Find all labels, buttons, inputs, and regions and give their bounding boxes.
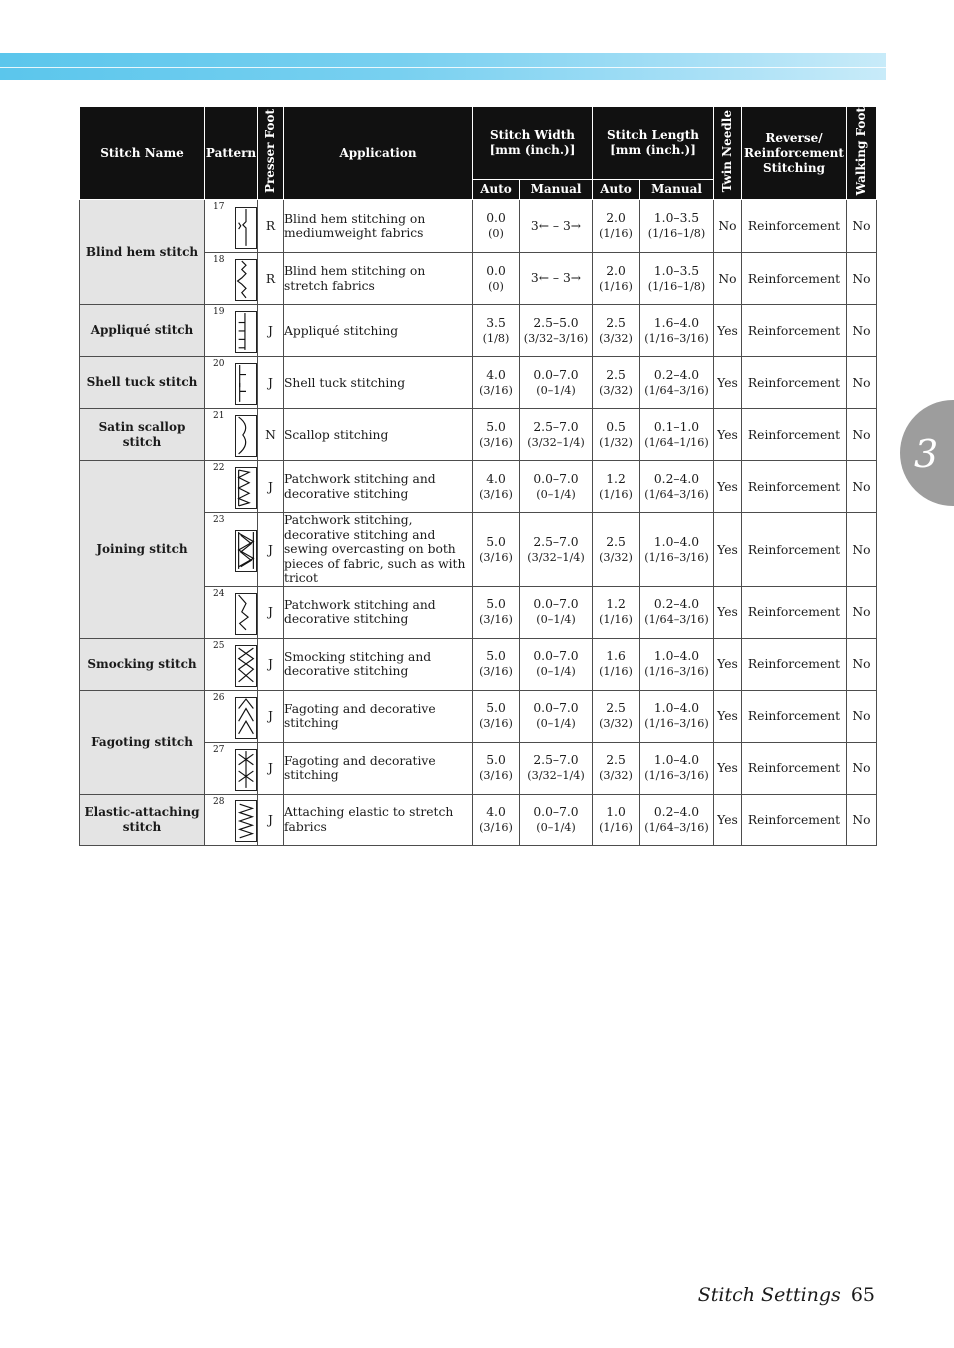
twin-needle: Yes [714, 409, 742, 461]
width-auto: 5.0 (3/16) [473, 690, 520, 742]
presser-foot: J [258, 305, 284, 357]
table-row [80, 638, 877, 690]
length-manual: 0.2–4.0 (1/64–3/16) [640, 461, 714, 513]
width-auto: 5.0 (3/16) [473, 586, 520, 638]
length-auto: 2.5 (3/32) [593, 513, 640, 587]
application: Appliqué stitching [284, 305, 473, 357]
stitch-name: Appliqué stitch [80, 305, 205, 357]
pattern-cell[interactable] [205, 638, 258, 690]
fagoting-stitch-icon [235, 697, 257, 739]
length-auto: 2.0 (1/16) [593, 200, 640, 253]
header-stitch-length: Stitch Length [mm (inch.)] [593, 107, 714, 180]
application: Fagoting and decorative stitching [284, 742, 473, 794]
header-stitch-name: Stitch Name [80, 107, 205, 200]
application: Patchwork stitching and decorative stitching [284, 586, 473, 638]
application: Blind hem stitching on stretch fabrics [284, 253, 473, 305]
walking-foot: No [847, 200, 877, 253]
width-manual: 3← – 3→ [520, 253, 593, 305]
twin-needle: No [714, 253, 742, 305]
presser-foot: R [258, 200, 284, 253]
length-manual: 0.2–4.0 (1/64–3/16) [640, 794, 714, 845]
width-manual: 0.0–7.0 (0–1/4) [520, 638, 593, 690]
footer-title: Stitch Settings [697, 1284, 841, 1306]
stitch-name: Satin scallop stitch [80, 409, 205, 461]
joining-overcast-stitch-icon [235, 530, 257, 572]
presser-foot: J [258, 794, 284, 845]
joining-stitch-icon [235, 467, 257, 509]
width-auto: 5.0 (3/16) [473, 638, 520, 690]
walking-foot: No [847, 638, 877, 690]
length-manual: 1.0–3.5 (1/16–1/8) [640, 253, 714, 305]
width-manual: 0.0–7.0 (0–1/4) [520, 586, 593, 638]
table-row [80, 200, 877, 253]
pattern-number: 26 [213, 692, 225, 703]
length-auto: 2.5 (3/32) [593, 305, 640, 357]
header-width-manual: Manual [520, 179, 593, 200]
reverse-reinforcement: Reinforcement [742, 586, 847, 638]
length-auto: 0.5 (1/32) [593, 409, 640, 461]
header-width-auto: Auto [473, 179, 520, 200]
header-reverse-reinforcement: Reverse/ Reinforcement Stitching [742, 107, 847, 200]
stitch-settings-table [79, 106, 877, 846]
presser-foot: J [258, 513, 284, 587]
reverse-reinforcement: Reinforcement [742, 638, 847, 690]
pattern-cell[interactable] [205, 513, 258, 587]
pattern-cell[interactable] [205, 742, 258, 794]
presser-foot: R [258, 253, 284, 305]
application: Blind hem stitching on mediumweight fabrics [284, 200, 473, 253]
width-auto: 0.0 (0) [473, 253, 520, 305]
reverse-reinforcement: Reinforcement [742, 513, 847, 587]
pattern-cell[interactable] [205, 461, 258, 513]
twin-needle: Yes [714, 638, 742, 690]
table-row [80, 357, 877, 409]
pattern-number: 17 [213, 202, 225, 213]
width-manual: 2.5–5.0 (3/32–3/16) [520, 305, 593, 357]
reverse-reinforcement: Reinforcement [742, 461, 847, 513]
header-twin-needle: Twin Needle [714, 107, 742, 200]
stitch-name: Blind hem stitch [80, 200, 205, 305]
page-footer [698, 1281, 875, 1309]
width-manual: 2.5–7.0 (3/32–1/4) [520, 742, 593, 794]
walking-foot: No [847, 409, 877, 461]
pattern-cell[interactable] [205, 200, 258, 253]
application: Attaching elastic to stretch fabrics [284, 794, 473, 845]
reverse-reinforcement: Reinforcement [742, 409, 847, 461]
reverse-reinforcement: Reinforcement [742, 253, 847, 305]
elastic-attaching-stitch-icon [235, 800, 257, 842]
top-color-bar [0, 53, 886, 80]
reverse-reinforcement: Reinforcement [742, 200, 847, 253]
header-stitch-width: Stitch Width [mm (inch.)] [473, 107, 593, 180]
reverse-reinforcement: Reinforcement [742, 305, 847, 357]
table-row [80, 409, 877, 461]
application: Patchwork stitching, decorative stitching and sewing overcasting on both pieces of fabric, such as with tricot [284, 513, 473, 587]
twin-needle: Yes [714, 513, 742, 587]
length-auto: 2.0 (1/16) [593, 253, 640, 305]
width-auto: 5.0 (3/16) [473, 742, 520, 794]
pattern-number: 24 [213, 588, 225, 599]
length-auto: 2.5 (3/32) [593, 742, 640, 794]
width-auto: 3.5 (1/8) [473, 305, 520, 357]
presser-foot: J [258, 586, 284, 638]
stitch-name: Elastic-attaching stitch [80, 794, 205, 845]
length-manual: 0.2–4.0 (1/64–3/16) [640, 357, 714, 409]
walking-foot: No [847, 794, 877, 845]
stitch-name: Joining stitch [80, 461, 205, 639]
length-manual: 0.2–4.0 (1/64–3/16) [640, 586, 714, 638]
header-pattern: Pattern [205, 107, 258, 200]
applique-stitch-icon [235, 311, 257, 353]
twin-needle: Yes [714, 357, 742, 409]
presser-foot: J [258, 461, 284, 513]
twin-needle: No [714, 200, 742, 253]
header-length-auto: Auto [593, 179, 640, 200]
header-length-manual: Manual [640, 179, 714, 200]
application: Smocking stitching and decorative stitching [284, 638, 473, 690]
stitch-name: Smocking stitch [80, 638, 205, 690]
length-manual: 1.0–4.0 (1/16–3/16) [640, 690, 714, 742]
length-manual: 1.0–4.0 (1/16–3/16) [640, 638, 714, 690]
reverse-reinforcement: Reinforcement [742, 742, 847, 794]
twin-needle: Yes [714, 794, 742, 845]
walking-foot: No [847, 586, 877, 638]
fagoting-cross-stitch-icon [235, 749, 257, 791]
pattern-cell[interactable] [205, 690, 258, 742]
width-manual: 2.5–7.0 (3/32–1/4) [520, 513, 593, 587]
pattern-cell[interactable] [205, 357, 258, 409]
pattern-cell[interactable] [205, 409, 258, 461]
length-auto: 2.5 (3/32) [593, 690, 640, 742]
pattern-cell[interactable] [205, 586, 258, 638]
width-manual: 0.0–7.0 (0–1/4) [520, 690, 593, 742]
joining-decorative-stitch-icon [235, 593, 257, 635]
walking-foot: No [847, 357, 877, 409]
length-auto: 1.0 (1/16) [593, 794, 640, 845]
pattern-cell[interactable] [205, 305, 258, 357]
twin-needle: Yes [714, 690, 742, 742]
page-number: 65 [850, 1284, 875, 1306]
pattern-cell[interactable] [205, 794, 258, 845]
width-manual: 0.0–7.0 (0–1/4) [520, 794, 593, 845]
header-application: Application [284, 107, 473, 200]
pattern-number: 25 [213, 640, 225, 651]
width-manual: 0.0–7.0 (0–1/4) [520, 357, 593, 409]
pattern-number: 28 [213, 796, 225, 807]
blind-hem-stitch-icon [235, 207, 257, 249]
table-row [80, 461, 877, 513]
stitch-name: Fagoting stitch [80, 690, 205, 794]
reverse-reinforcement: Reinforcement [742, 690, 847, 742]
width-manual: 0.0–7.0 (0–1/4) [520, 461, 593, 513]
reverse-reinforcement: Reinforcement [742, 794, 847, 845]
presser-foot: J [258, 690, 284, 742]
satin-scallop-stitch-icon [235, 415, 257, 457]
pattern-number: 20 [213, 359, 225, 370]
width-auto: 4.0 (3/16) [473, 461, 520, 513]
width-auto: 5.0 (3/16) [473, 409, 520, 461]
application: Shell tuck stitching [284, 357, 473, 409]
table-row [80, 305, 877, 357]
length-manual: 1.0–4.0 (1/16–3/16) [640, 742, 714, 794]
walking-foot: No [847, 513, 877, 587]
walking-foot: No [847, 690, 877, 742]
header-presser-foot: Presser Foot [258, 107, 284, 200]
walking-foot: No [847, 305, 877, 357]
twin-needle: Yes [714, 586, 742, 638]
length-manual: 0.1–1.0 (1/64–1/16) [640, 409, 714, 461]
length-auto: 1.6 (1/16) [593, 638, 640, 690]
walking-foot: No [847, 461, 877, 513]
length-auto: 1.2 (1/16) [593, 461, 640, 513]
stitch-name: Shell tuck stitch [80, 357, 205, 409]
stretch-blind-hem-stitch-icon [235, 259, 257, 301]
presser-foot: J [258, 357, 284, 409]
application: Patchwork stitching and decorative stitching [284, 461, 473, 513]
application: Fagoting and decorative stitching [284, 690, 473, 742]
width-auto: 0.0 (0) [473, 200, 520, 253]
twin-needle: Yes [714, 305, 742, 357]
width-manual: 2.5–7.0 (3/32–1/4) [520, 409, 593, 461]
table-row [80, 690, 877, 742]
pattern-cell[interactable] [205, 253, 258, 305]
table-row [80, 794, 877, 845]
presser-foot: J [258, 742, 284, 794]
length-auto: 1.2 (1/16) [593, 586, 640, 638]
pattern-number: 23 [213, 515, 225, 526]
twin-needle: Yes [714, 742, 742, 794]
width-auto: 4.0 (3/16) [473, 357, 520, 409]
twin-needle: Yes [714, 461, 742, 513]
header-walking-foot: Walking Foot [847, 107, 877, 200]
pattern-number: 18 [213, 255, 225, 266]
application: Scallop stitching [284, 409, 473, 461]
pattern-number: 19 [213, 307, 225, 318]
length-manual: 1.0–4.0 (1/16–3/16) [640, 513, 714, 587]
length-manual: 1.0–3.5 (1/16–1/8) [640, 200, 714, 253]
shell-tuck-stitch-icon [235, 363, 257, 405]
pattern-number: 27 [213, 744, 225, 755]
reverse-reinforcement: Reinforcement [742, 357, 847, 409]
width-auto: 5.0 (3/16) [473, 513, 520, 587]
presser-foot: N [258, 409, 284, 461]
presser-foot: J [258, 638, 284, 690]
pattern-number: 22 [213, 463, 225, 474]
walking-foot: No [847, 742, 877, 794]
length-manual: 1.6–4.0 (1/16–3/16) [640, 305, 714, 357]
smocking-stitch-icon [235, 645, 257, 687]
chapter-number: 3 [914, 432, 939, 476]
width-manual: 3← – 3→ [520, 200, 593, 253]
length-auto: 2.5 (3/32) [593, 357, 640, 409]
pattern-number: 21 [213, 411, 225, 422]
walking-foot: No [847, 253, 877, 305]
width-auto: 4.0 (3/16) [473, 794, 520, 845]
